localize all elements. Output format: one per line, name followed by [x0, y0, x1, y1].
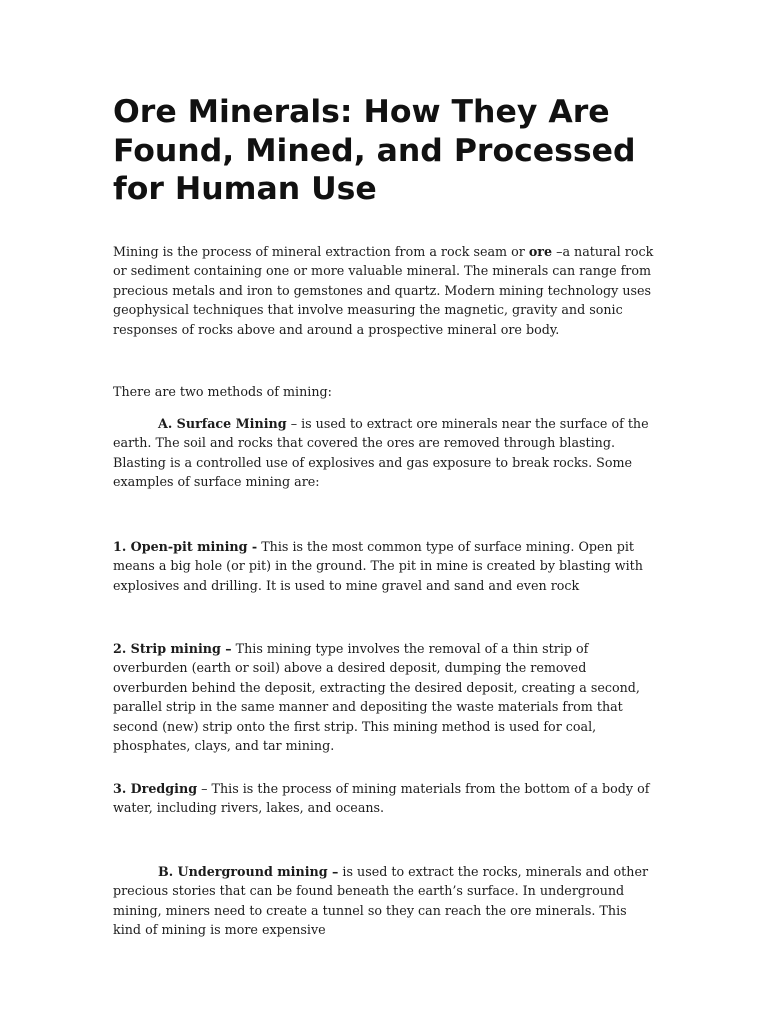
dredging-paragraph: [113, 779, 658, 818]
dredging-heading: 3. Dredging: [113, 781, 198, 796]
intro-text-before: Mining is the process of mineral extraction from a rock seam or: [113, 244, 529, 259]
underground-mining-heading: B. Underground mining –: [158, 864, 339, 879]
open-pit-text: This is the most common type of surface mining. Open pit means a big hole (or pit) in the ground. The pit in mine is created by blasting with explosives and drilling. It is used to mine gravel and sand and even rock: [113, 539, 643, 593]
strip-mining-heading: 2. Strip mining –: [113, 641, 232, 656]
surface-mining-heading: A. Surface Mining: [158, 416, 287, 431]
intro-paragraph: [113, 242, 658, 339]
surface-mining-text: – is used to extract ore minerals near the surface of the earth. The soil and rocks that covered the ores are removed through blasting. Blasting is a controlled use of explosives and gas exposure to break rocks. Some examples of surface mining are:: [113, 416, 649, 490]
underground-mining-paragraph: [113, 862, 658, 940]
dredging-text: – This is the process of mining materials from the bottom of a body of water, including rivers, lakes, and oceans.: [113, 781, 650, 816]
intro-text-after: –a natural rock or sediment containing one or more valuable mineral. The minerals can range from precious metals and iron to gemstones and quartz. Modern mining technology uses geophysical techniques that involve measuring the magnetic, gravity and sonic responses of rocks above and around a prospective mineral ore body.: [113, 244, 654, 337]
methods-intro: There are two methods of mining:: [113, 384, 332, 399]
ore-term: ore: [528, 244, 553, 259]
strip-mining-text: This mining type involves the removal of a thin strip of overburden (earth or soil) above a desired deposit, dumping the removed overburden behind the deposit, extracting the desired deposit, creating a second, parallel strip in the same manner and depositing the waste materials from that second (new) strip onto the first strip. This mining method is used for coal, phosphates, clays, and tar mining.: [113, 641, 640, 754]
document-title: Ore Minerals: How They Are Found, Mined, and Processed for Human Use: [113, 94, 636, 207]
open-pit-heading: 1. Open-pit mining -: [113, 539, 258, 554]
surface-mining-paragraph: [113, 414, 658, 492]
underground-mining-text: is used to extract the rocks, minerals and other precious stories that can be found beneath the earth’s surface. In underground mining, miners need to create a tunnel so they can reach the ore minerals. This kind of mining is more expensive: [113, 864, 649, 938]
open-pit-paragraph: [113, 537, 658, 595]
strip-mining-paragraph: [113, 639, 658, 755]
